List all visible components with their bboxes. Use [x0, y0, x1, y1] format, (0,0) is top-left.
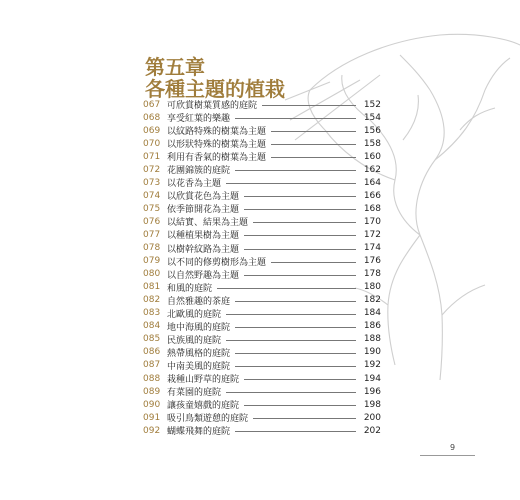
entry-page: 188 [363, 334, 381, 345]
toc-entry [143, 307, 381, 320]
entry-page: 156 [363, 125, 381, 136]
entry-number: 073 [143, 177, 161, 188]
entry-page: 166 [363, 190, 381, 201]
entry-number: 084 [143, 321, 161, 332]
entry-page: 174 [363, 243, 381, 254]
entry-page: 200 [363, 412, 381, 423]
entry-title: 地中海風的庭院 [167, 322, 231, 333]
leader-line [235, 301, 356, 302]
toc-entry [143, 202, 381, 215]
entry-page: 158 [363, 138, 381, 149]
entry-title: 以欣賞花色為主題 [167, 192, 240, 203]
entry-title: 以種植果樹為主題 [167, 231, 240, 242]
leader-line [235, 170, 356, 171]
table-of-contents [143, 98, 381, 437]
page-number: 9 [450, 443, 456, 452]
entry-page: 194 [363, 373, 381, 384]
entry-title: 栽種山野草的庭院 [167, 375, 240, 385]
toc-entry [143, 137, 381, 150]
leader-line [226, 183, 356, 184]
entry-title: 熱帶風格的庭院 [167, 348, 231, 359]
toc-entry [143, 424, 381, 437]
entry-page: 160 [363, 151, 381, 162]
entry-title: 民族風的庭院 [167, 335, 222, 346]
chapter-heading [145, 56, 285, 100]
toc-entry [143, 333, 381, 346]
entry-number: 079 [143, 256, 161, 267]
entry-page: 178 [363, 269, 381, 280]
chapter-title: 各種主題的植栽 [145, 77, 285, 101]
entry-title: 以花香為主題 [167, 179, 222, 190]
entry-number: 087 [143, 360, 161, 371]
toc-entry [143, 372, 381, 385]
entry-title: 以不同的修剪樹形為主題 [167, 257, 267, 268]
entry-title: 以自然野趣為主題 [167, 270, 240, 281]
chapter-number: 第五章 [145, 55, 205, 79]
entry-page: 170 [363, 216, 381, 227]
entry-number: 067 [143, 99, 161, 110]
toc-entry [143, 228, 381, 241]
leader-line [235, 118, 356, 119]
entry-title: 和風的庭院 [167, 283, 213, 294]
entry-title: 吸引鳥類遊憩的庭院 [167, 414, 249, 425]
entry-title: 北歐風的庭院 [167, 309, 222, 320]
entry-page: 198 [363, 399, 381, 410]
leader-line [271, 262, 356, 263]
leader-line [226, 340, 356, 341]
entry-page: 176 [363, 256, 381, 267]
toc-entry [143, 294, 381, 307]
toc-entry [143, 163, 381, 176]
entry-page: 192 [363, 360, 381, 371]
toc-entry [143, 111, 381, 124]
entry-number: 076 [143, 216, 161, 227]
leader-line [244, 235, 356, 236]
entry-number: 090 [143, 399, 161, 410]
leader-line [235, 327, 356, 328]
leader-line [244, 275, 356, 276]
entry-title: 讓孩童嬉戲的庭院 [167, 401, 240, 412]
leader-line [253, 222, 356, 223]
leader-line [217, 288, 356, 289]
entry-number: 075 [143, 203, 161, 214]
entry-page: 190 [363, 347, 381, 358]
entry-number: 085 [143, 334, 161, 345]
toc-entry [143, 398, 381, 411]
leader-line [244, 405, 356, 406]
entry-title: 蝴蝶飛舞的庭院 [167, 427, 231, 438]
toc-entry [143, 385, 381, 398]
entry-title: 有菜園的庭院 [167, 388, 222, 399]
entry-number: 072 [143, 164, 161, 175]
toc-entry [143, 124, 381, 137]
toc-entry [143, 268, 381, 281]
folio-rule [420, 455, 475, 456]
entry-page: 172 [363, 229, 381, 240]
entry-title: 依季節開花為主題 [167, 205, 240, 216]
leader-line [271, 157, 356, 158]
entry-number: 078 [143, 243, 161, 254]
toc-entry [143, 359, 381, 372]
entry-number: 089 [143, 386, 161, 397]
leader-line [244, 249, 356, 250]
toc-entry [143, 189, 381, 202]
toc-entry [143, 150, 381, 163]
leader-line [244, 209, 356, 210]
entry-page: 202 [363, 425, 381, 436]
entry-number: 082 [143, 295, 161, 306]
entry-page: 152 [363, 99, 381, 110]
entry-number: 074 [143, 190, 161, 201]
entry-title: 以樹幹紋路為主題 [167, 244, 240, 255]
entry-page: 186 [363, 321, 381, 332]
entry-title: 享受紅葉的樂趣 [167, 114, 231, 125]
entry-page: 182 [363, 295, 381, 306]
entry-title: 自然雅趣的茶庭 [167, 296, 231, 307]
entry-page: 162 [363, 164, 381, 175]
toc-entry [143, 242, 381, 255]
toc-entry [143, 320, 381, 333]
leader-line [226, 314, 356, 315]
toc-entry [143, 176, 381, 189]
leader-line [271, 144, 356, 145]
entry-number: 081 [143, 282, 161, 293]
entry-number: 070 [143, 138, 161, 149]
leader-line [244, 379, 356, 380]
leader-line [262, 105, 356, 106]
leader-line [253, 418, 356, 419]
entry-title: 利用有香氣的樹葉為主題 [167, 153, 267, 164]
entry-title: 中南美風的庭院 [167, 361, 231, 372]
leader-line [235, 353, 356, 354]
entry-page: 168 [363, 203, 381, 214]
entry-number: 092 [143, 425, 161, 436]
entry-number: 068 [143, 112, 161, 123]
entry-number: 088 [143, 373, 161, 384]
entry-page: 180 [363, 282, 381, 293]
leader-line [271, 131, 356, 132]
entry-number: 077 [143, 229, 161, 240]
entry-number: 080 [143, 269, 161, 280]
toc-entry [143, 215, 381, 228]
entry-page: 164 [363, 177, 381, 188]
entry-page: 184 [363, 308, 381, 319]
leader-line [235, 431, 356, 432]
toc-entry [143, 281, 381, 294]
entry-page: 196 [363, 386, 381, 397]
entry-title: 花團錦簇的庭院 [167, 166, 231, 177]
entry-title: 可欣賞樹葉質感的庭院 [167, 101, 258, 112]
entry-page: 154 [363, 112, 381, 123]
entry-number: 086 [143, 347, 161, 358]
entry-number: 091 [143, 412, 161, 423]
entry-number: 083 [143, 308, 161, 319]
entry-number: 071 [143, 151, 161, 162]
toc-entry [143, 346, 381, 359]
entry-title: 以形狀特殊的樹葉為主題 [167, 140, 267, 151]
entry-title: 以結實、結果為主題 [167, 218, 249, 229]
leader-line [226, 392, 356, 393]
toc-entry [143, 98, 381, 111]
entry-number: 069 [143, 125, 161, 136]
toc-entry [143, 255, 381, 268]
leader-line [244, 196, 356, 197]
leader-line [235, 366, 356, 367]
entry-title: 以紋路特殊的樹葉為主題 [167, 127, 267, 138]
toc-entry [143, 411, 381, 424]
